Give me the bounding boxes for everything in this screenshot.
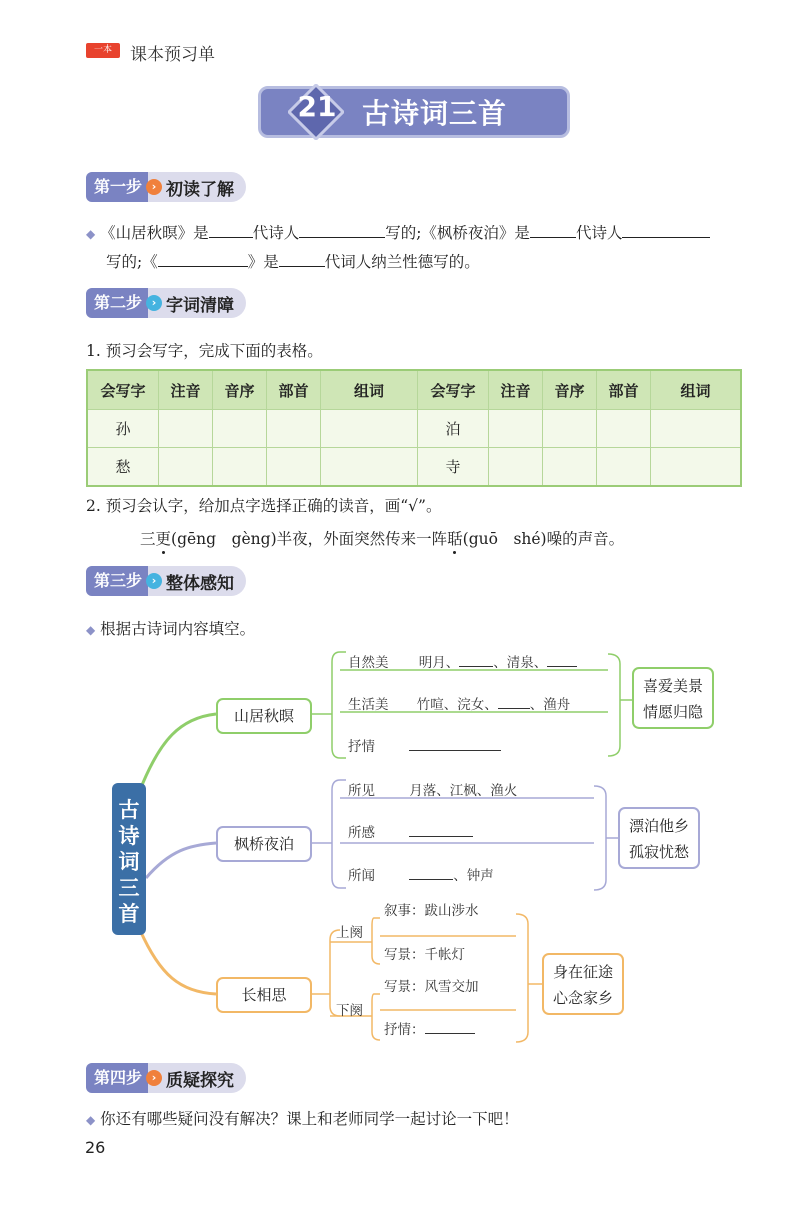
- branch-label: 所感: [348, 825, 375, 841]
- step3-number: 第三步: [86, 566, 148, 596]
- summary-line: 情愿归隐: [642, 703, 703, 721]
- table-header-cell: 部首: [597, 370, 651, 410]
- branch-label: 生活美: [348, 697, 389, 713]
- step1-text: 》是: [247, 253, 279, 271]
- blank: [409, 736, 501, 751]
- lesson-number: 21: [297, 90, 337, 123]
- summary-line: 孤寂忧愁: [628, 843, 689, 861]
- blank: [547, 652, 577, 667]
- chevron-right-icon: ›: [146, 1070, 162, 1086]
- table-header-cell: 注音: [489, 370, 543, 410]
- table-header-cell: 组词: [651, 370, 742, 410]
- poem3-lower-item2: [384, 1018, 475, 1038]
- mindmap-root: [112, 783, 146, 935]
- root-char: 三: [118, 876, 140, 900]
- summary-line: 心念家乡: [552, 989, 613, 1007]
- diamond-bullet-icon: ◆: [86, 623, 96, 637]
- poem1-branch2: [348, 693, 570, 713]
- poem2-branch3: [348, 864, 494, 884]
- step3-title: 整体感知: [166, 573, 235, 594]
- blank: [409, 865, 453, 880]
- poem1-node: 山居秋暝: [216, 698, 312, 734]
- poem3-upper-label: 上阕: [336, 925, 363, 941]
- step4-text-line: [86, 1107, 519, 1129]
- instruction-text: 根据古诗词内容填空。: [100, 620, 256, 638]
- table-cell: 孙: [87, 410, 159, 448]
- poem2-summary: [618, 807, 700, 869]
- chevron-right-icon: ›: [146, 295, 162, 311]
- poem3-upper-item2: 写景：千帐灯: [384, 947, 465, 963]
- blank: [498, 694, 530, 709]
- table-header-cell: 组词: [321, 370, 418, 410]
- step2-title: 字词清障: [166, 295, 235, 316]
- chevron-right-icon: ›: [146, 573, 162, 589]
- table-header-cell: 部首: [267, 370, 321, 410]
- table-cell: 泊: [418, 410, 489, 448]
- step1-number: 第一步: [86, 172, 148, 202]
- poem1-branch1: [348, 651, 577, 671]
- poem2-node: 枫桥夜泊: [216, 826, 312, 862]
- step1-text: 《山居秋暝》是: [100, 224, 209, 242]
- dotted-character: 更: [155, 530, 172, 548]
- poem1-summary: [632, 667, 714, 729]
- step2-question1: 1. 预习会写字，完成下面的表格。: [86, 342, 323, 360]
- step1-text: 代诗人: [252, 224, 300, 242]
- step1-text: 代诗人: [575, 224, 623, 242]
- step1-text: 写的;《枫桥夜泊》是: [385, 224, 530, 242]
- blank: [459, 652, 493, 667]
- table-cell: 愁: [87, 448, 159, 487]
- branch-label: 自然美: [348, 655, 389, 671]
- branch-text: 、渔舟: [529, 697, 571, 713]
- step4-title: 质疑探究: [166, 1070, 235, 1091]
- table-header-cell: 注音: [159, 370, 213, 410]
- table-header-cell: 音序: [213, 370, 267, 410]
- poem3-node: 长相思: [216, 977, 312, 1013]
- step1-text: 代词人纳兰性德写的。: [324, 253, 480, 271]
- branch-label: 抒情: [348, 739, 375, 755]
- blank: [409, 822, 473, 837]
- header-badge: 一本: [86, 43, 120, 58]
- diamond-bullet-icon: ◆: [86, 227, 96, 241]
- branch-text: 抒情：: [384, 1022, 425, 1038]
- step2-number: 第二步: [86, 288, 148, 318]
- branch-text: 明月、: [418, 655, 460, 671]
- branch-text: 、钟声: [453, 868, 494, 884]
- step4-label: [86, 1063, 246, 1093]
- page-title: 古诗词三首: [362, 97, 508, 130]
- sentence-text[interactable]: (gēng gèng)半夜，外面突然传来一阵: [171, 530, 448, 548]
- page-number: 26: [85, 1138, 106, 1157]
- branch-text: 、清泉、: [493, 655, 548, 671]
- table-header-cell: 音序: [543, 370, 597, 410]
- poem3-lower-item1: 写景：风雪交加: [384, 979, 479, 995]
- branch-label: 所闻: [348, 868, 375, 884]
- branch-text: 竹喧、浣女、: [416, 697, 498, 713]
- poem3-summary: [542, 953, 624, 1015]
- branch-text: 月落、江枫、渔火: [409, 783, 518, 799]
- table-header-cell: 会写字: [418, 370, 489, 410]
- summary-line: 喜爱美景: [642, 677, 703, 695]
- step1-title: 初读了解: [166, 179, 235, 200]
- root-char: 首: [118, 902, 140, 926]
- branch-label: 所见: [348, 783, 375, 799]
- root-char: 诗: [118, 824, 140, 848]
- poem3-lower-label: 下阕: [336, 1003, 363, 1019]
- root-char: 古: [118, 798, 140, 822]
- sentence-text: 三: [140, 530, 156, 548]
- poem2-branch1: [348, 779, 517, 799]
- step4-text: 你还有哪些疑问没有解决？课上和老师同学一起讨论一下吧！: [100, 1110, 519, 1128]
- poem2-branch2: [348, 821, 473, 841]
- step4-number: 第四步: [86, 1063, 148, 1093]
- table-header-cell: 会写字: [87, 370, 159, 410]
- summary-line: 身在征途: [552, 963, 613, 981]
- diamond-bullet-icon: ◆: [86, 1113, 96, 1127]
- summary-line: 漂泊他乡: [628, 817, 689, 835]
- dotted-character: 聒: [447, 530, 463, 548]
- blank: [425, 1019, 475, 1034]
- poem1-branch3: [348, 735, 501, 755]
- step2-question2: 2. 预习会认字，给加点字选择正确的读音，画“√”。: [86, 497, 442, 515]
- sentence-text[interactable]: (guō shé)噪的声音。: [462, 530, 625, 548]
- poem3-upper-item1: 叙事：跋山涉水: [384, 903, 479, 919]
- table-cell: 寺: [418, 448, 489, 487]
- root-char: 词: [118, 850, 140, 874]
- step1-text: 写的;《: [106, 253, 158, 271]
- header-label: 课本预习单: [130, 45, 215, 65]
- chevron-right-icon: ›: [146, 179, 162, 195]
